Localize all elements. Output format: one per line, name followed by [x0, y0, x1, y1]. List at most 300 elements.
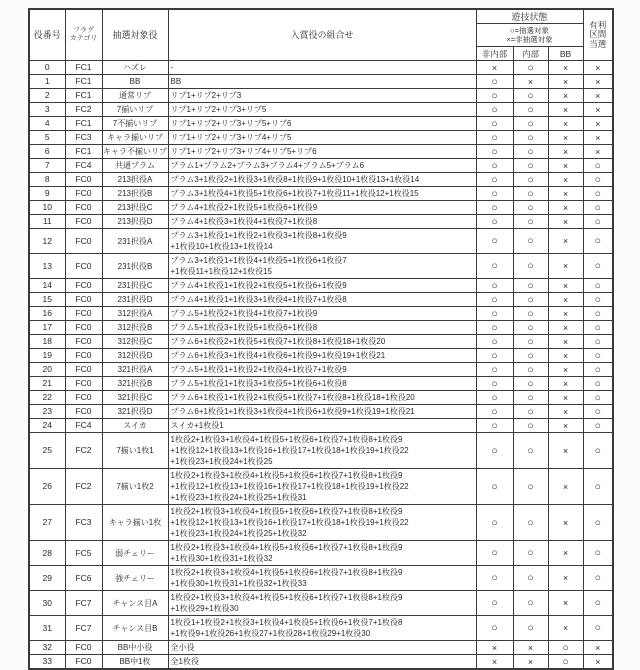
lottery-target-cell: 7揃い1枚2	[102, 469, 168, 505]
state-non-internal-cell: ○	[476, 229, 513, 254]
state-internal-cell: ○	[513, 61, 548, 75]
winning-combination-cell: リプ1+リプ2+リプ3+リプ5	[168, 103, 476, 117]
state-non-internal-cell: ×	[476, 641, 513, 655]
state-bb-cell: ×	[548, 616, 583, 641]
table-row	[29, 377, 613, 391]
state-bb-cell: ×	[548, 391, 583, 405]
state-bb-cell: ×	[548, 75, 583, 89]
state-internal-cell: ○	[513, 229, 548, 254]
state-non-internal-cell: ○	[476, 173, 513, 187]
state-advantage-cell: ○	[583, 321, 613, 335]
state-advantage-cell: ○	[583, 349, 613, 363]
state-internal-cell: ○	[513, 215, 548, 229]
table-row	[29, 616, 613, 641]
state-bb-cell: ×	[548, 349, 583, 363]
role-number-cell: 19	[29, 349, 65, 363]
state-advantage-cell: ○	[583, 505, 613, 541]
state-non-internal-cell: ○	[476, 405, 513, 419]
lottery-target-cell: チャンス目B	[102, 616, 168, 641]
winning-combination-cell: 全1枚役	[168, 655, 476, 670]
state-non-internal-cell: ×	[476, 61, 513, 75]
state-internal-cell: ○	[513, 335, 548, 349]
state-internal-cell: ○	[513, 419, 548, 433]
state-bb-cell: ×	[548, 89, 583, 103]
flag-category-cell: FC0	[65, 641, 102, 655]
state-advantage-cell: ○	[583, 229, 613, 254]
state-bb-cell: ×	[548, 405, 583, 419]
header-advantage-line2: 区間	[589, 29, 607, 40]
state-advantage-cell: ○	[583, 215, 613, 229]
lottery-target-cell: 231択役D	[102, 293, 168, 307]
state-non-internal-cell: ○	[476, 541, 513, 566]
role-number-cell: 21	[29, 377, 65, 391]
state-internal-cell: ○	[513, 377, 548, 391]
state-bb-cell: ×	[548, 117, 583, 131]
state-advantage-cell: ○	[583, 377, 613, 391]
winning-combination-cell: プラム5+1枚役1+1枚役2+1枚役4+1枚役7+1枚役9	[168, 363, 476, 377]
state-bb-cell: ×	[548, 201, 583, 215]
winning-combination-cell: プラム6+1枚役1+1枚役3+1枚役4+1枚役6+1枚役9+1枚役19+1枚役21	[168, 405, 476, 419]
flag-category-cell: FC0	[65, 655, 102, 670]
state-internal-cell: ○	[513, 541, 548, 566]
lottery-target-cell: BB	[102, 75, 168, 89]
state-non-internal-cell: ○	[476, 377, 513, 391]
state-advantage-cell: ○	[583, 469, 613, 505]
lottery-target-cell: 7揃いリプ	[102, 103, 168, 117]
state-internal-cell: ×	[513, 655, 548, 670]
state-bb-cell: ×	[548, 293, 583, 307]
state-advantage-cell: ○	[583, 616, 613, 641]
header-advantage-line1: 有利	[589, 19, 607, 30]
state-bb-cell: ×	[548, 469, 583, 505]
role-number-cell: 1	[29, 75, 65, 89]
state-internal-cell: ○	[513, 145, 548, 159]
role-number-cell: 5	[29, 131, 65, 145]
state-internal-cell: ○	[513, 131, 548, 145]
lottery-target-cell: チャンス目A	[102, 591, 168, 616]
winning-combination-cell: リプ1+リプ2+リプ3+リプ4+リプ5+リプ6	[168, 145, 476, 159]
flag-category-cell: FC6	[65, 566, 102, 591]
flag-category-cell: FC2	[65, 433, 102, 469]
state-non-internal-cell: ○	[476, 89, 513, 103]
role-number-cell: 11	[29, 215, 65, 229]
state-internal-cell: ○	[513, 293, 548, 307]
flag-category-cell: FC0	[65, 293, 102, 307]
state-bb-cell: ×	[548, 307, 583, 321]
state-internal-cell: ×	[513, 641, 548, 655]
winning-combination-cell: リプ1+リプ2+リプ3+リプ5+リプ6	[168, 117, 476, 131]
header-flag-category-line2: カテゴリ	[69, 35, 98, 42]
state-bb-cell: ×	[548, 215, 583, 229]
state-advantage-cell: ○	[583, 566, 613, 591]
flag-category-cell: FC5	[65, 541, 102, 566]
header-non-internal: 非内部	[476, 47, 513, 61]
state-internal-cell: ○	[513, 201, 548, 215]
lottery-target-cell: 231択役C	[102, 279, 168, 293]
state-advantage-cell: ×	[583, 75, 613, 89]
lottery-target-cell: 312択役A	[102, 307, 168, 321]
state-internal-cell: ○	[513, 433, 548, 469]
flag-category-cell: FC4	[65, 419, 102, 433]
table-row	[29, 505, 613, 541]
lottery-target-cell: キャラ揃いリプ	[102, 131, 168, 145]
state-advantage-cell: ○	[583, 363, 613, 377]
winning-combination-cell: プラム3+1枚役1+1枚役4+1枚役5+1枚役6+1枚役7 +1枚役11+1枚役12+1枚役15	[168, 254, 476, 279]
winning-combination-cell: プラム3+1枚役1+1枚役2+1枚役3+1枚役8+1枚役9 +1枚役10+1枚役13+1枚役14	[168, 229, 476, 254]
role-number-cell: 6	[29, 145, 65, 159]
table-row	[29, 433, 613, 469]
state-bb-cell: ×	[548, 335, 583, 349]
state-bb-cell: ×	[548, 159, 583, 173]
flag-category-cell: FC1	[65, 75, 102, 89]
state-internal-cell: ○	[513, 103, 548, 117]
table-row	[29, 131, 613, 145]
flag-category-cell: FC0	[65, 377, 102, 391]
state-non-internal-cell: ○	[476, 591, 513, 616]
state-bb-cell: ×	[548, 377, 583, 391]
lottery-target-cell: 共通プラム	[102, 159, 168, 173]
flag-category-cell: FC0	[65, 187, 102, 201]
role-number-cell: 32	[29, 641, 65, 655]
state-advantage-cell: ○	[583, 293, 613, 307]
flag-category-cell: FC4	[65, 159, 102, 173]
state-bb-cell: ×	[548, 229, 583, 254]
table-row	[29, 229, 613, 254]
flag-category-cell: FC0	[65, 349, 102, 363]
role-number-cell: 2	[29, 89, 65, 103]
state-non-internal-cell: ○	[476, 159, 513, 173]
legend-target: ○=抽選対象	[510, 26, 549, 35]
state-internal-cell: ○	[513, 391, 548, 405]
role-number-cell: 13	[29, 254, 65, 279]
winning-combination-cell: BB	[168, 75, 476, 89]
state-non-internal-cell: ○	[476, 616, 513, 641]
state-internal-cell: ○	[513, 566, 548, 591]
flag-category-cell: FC0	[65, 307, 102, 321]
table-row	[29, 307, 613, 321]
state-non-internal-cell: ○	[476, 349, 513, 363]
role-number-cell: 4	[29, 117, 65, 131]
table-row	[29, 335, 613, 349]
flag-category-cell: FC0	[65, 321, 102, 335]
state-internal-cell: ○	[513, 159, 548, 173]
state-advantage-cell: ○	[583, 159, 613, 173]
state-bb-cell: ×	[548, 131, 583, 145]
state-advantage-cell: ○	[583, 391, 613, 405]
state-advantage-cell: ×	[583, 655, 613, 670]
table-row	[29, 215, 613, 229]
winning-combination-cell: 全小役	[168, 641, 476, 655]
state-advantage-cell: ×	[583, 117, 613, 131]
role-number-cell: 10	[29, 201, 65, 215]
state-bb-cell: ×	[548, 187, 583, 201]
header-game-state: 遊技状態	[476, 9, 583, 24]
flag-category-cell: FC1	[65, 117, 102, 131]
role-number-cell: 7	[29, 159, 65, 173]
state-advantage-cell: ×	[583, 61, 613, 75]
table-row	[29, 321, 613, 335]
state-internal-cell: ○	[513, 307, 548, 321]
state-advantage-cell: ○	[583, 335, 613, 349]
state-internal-cell: ○	[513, 363, 548, 377]
state-non-internal-cell: ○	[476, 215, 513, 229]
table-row	[29, 89, 613, 103]
lottery-target-cell: 321択役A	[102, 363, 168, 377]
winning-combination-cell: リプ1+リプ2+リプ3+リプ4+リプ5	[168, 131, 476, 145]
role-number-cell: 20	[29, 363, 65, 377]
flag-category-cell: FC2	[65, 469, 102, 505]
role-number-cell: 30	[29, 591, 65, 616]
winning-combination-cell: プラム3+1枚役2+1枚役3+1枚役8+1枚役9+1枚役10+1枚役13+1枚役14	[168, 173, 476, 187]
flag-category-cell: FC0	[65, 405, 102, 419]
state-bb-cell: ○	[548, 655, 583, 670]
state-advantage-cell: ○	[583, 201, 613, 215]
flag-category-cell: FC3	[65, 131, 102, 145]
state-non-internal-cell: ○	[476, 321, 513, 335]
role-number-cell: 3	[29, 103, 65, 117]
lottery-target-cell: 213択役B	[102, 187, 168, 201]
state-advantage-cell: ×	[583, 131, 613, 145]
state-bb-cell: ○	[548, 641, 583, 655]
flag-category-cell: FC0	[65, 391, 102, 405]
state-internal-cell: ○	[513, 469, 548, 505]
table-row	[29, 349, 613, 363]
header-role-number: 役番号	[29, 9, 65, 61]
table-row	[29, 187, 613, 201]
header-flag-category	[65, 9, 102, 61]
flag-category-cell: FC0	[65, 215, 102, 229]
header-lottery-target: 抽選対象役	[102, 9, 168, 61]
winning-combination-cell: 1枚役2+1枚役3+1枚役4+1枚役5+1枚役6+1枚役7+1枚役8+1枚役9 +1枚役30+1枚役31+1枚役32+1枚役33	[168, 566, 476, 591]
winning-combination-cell: 1枚役2+1枚役3+1枚役4+1枚役5+1枚役6+1枚役7+1枚役8+1枚役9 +1枚役29+1枚役30	[168, 591, 476, 616]
flag-category-cell: FC0	[65, 363, 102, 377]
role-number-cell: 12	[29, 229, 65, 254]
flag-category-cell: FC0	[65, 335, 102, 349]
state-bb-cell: ×	[548, 363, 583, 377]
winning-combination-cell: スイカ+1枚役1	[168, 419, 476, 433]
header-flag-category-line1: フラグ	[73, 27, 94, 34]
state-bb-cell: ×	[548, 103, 583, 117]
winning-combination-cell: 1枚役2+1枚役3+1枚役4+1枚役5+1枚役6+1枚役7+1枚役8+1枚役9 +1枚役12+1枚役13+1枚役16+1枚役17+1枚役18+1枚役19+1枚役22 +1枚役23+1枚役24+1枚役25+1枚役32	[168, 505, 476, 541]
role-number-cell: 33	[29, 655, 65, 670]
legend-not-target: ×=非抽選対象	[506, 35, 553, 44]
table-row	[29, 641, 613, 655]
lottery-target-cell: 312択役D	[102, 349, 168, 363]
flag-category-cell: FC0	[65, 254, 102, 279]
winning-combination-cell: プラム6+1枚役1+1枚役2+1枚役5+1枚役7+1枚役8+1枚役18+1枚役20	[168, 391, 476, 405]
winning-combination-cell: プラム3+1枚役4+1枚役5+1枚役6+1枚役7+1枚役11+1枚役12+1枚役15	[168, 187, 476, 201]
state-advantage-cell: ○	[583, 279, 613, 293]
lottery-target-cell: 312択役B	[102, 321, 168, 335]
flag-category-cell: FC0	[65, 229, 102, 254]
table-body	[29, 61, 613, 670]
winning-combination-cell: プラム6+1枚役3+1枚役4+1枚役6+1枚役9+1枚役19+1枚役21	[168, 349, 476, 363]
role-number-cell: 22	[29, 391, 65, 405]
role-number-cell: 18	[29, 335, 65, 349]
state-bb-cell: ×	[548, 541, 583, 566]
flag-category-cell: FC0	[65, 201, 102, 215]
lottery-target-cell: 213択役A	[102, 173, 168, 187]
role-number-cell: 28	[29, 541, 65, 566]
state-internal-cell: ○	[513, 117, 548, 131]
state-advantage-cell: ○	[583, 419, 613, 433]
table-row	[29, 363, 613, 377]
table-row	[29, 159, 613, 173]
state-bb-cell: ×	[548, 254, 583, 279]
state-bb-cell: ×	[548, 61, 583, 75]
state-internal-cell: ○	[513, 405, 548, 419]
state-non-internal-cell: ○	[476, 307, 513, 321]
state-advantage-cell: ○	[583, 541, 613, 566]
role-number-cell: 16	[29, 307, 65, 321]
lottery-target-cell: スイカ	[102, 419, 168, 433]
table-header	[29, 9, 613, 61]
header-advantage-zone	[583, 9, 613, 61]
state-internal-cell: ○	[513, 279, 548, 293]
lottery-target-cell: 321択役C	[102, 391, 168, 405]
state-non-internal-cell: ○	[476, 75, 513, 89]
lottery-target-cell: 213択役D	[102, 215, 168, 229]
lottery-target-cell: 321択役B	[102, 377, 168, 391]
state-advantage-cell: ×	[583, 103, 613, 117]
state-advantage-cell: ○	[583, 187, 613, 201]
table-row	[29, 173, 613, 187]
table-row	[29, 75, 613, 89]
role-number-cell: 29	[29, 566, 65, 591]
state-internal-cell: ×	[513, 75, 548, 89]
lottery-target-cell: ハズレ	[102, 61, 168, 75]
state-non-internal-cell: ○	[476, 254, 513, 279]
state-non-internal-cell: ○	[476, 505, 513, 541]
state-non-internal-cell: ○	[476, 145, 513, 159]
role-number-cell: 15	[29, 293, 65, 307]
state-internal-cell: ○	[513, 616, 548, 641]
table-row	[29, 117, 613, 131]
table-row	[29, 469, 613, 505]
lottery-target-cell: BB中小役	[102, 641, 168, 655]
state-bb-cell: ×	[548, 505, 583, 541]
state-non-internal-cell: ×	[476, 655, 513, 670]
table-row	[29, 405, 613, 419]
state-non-internal-cell: ○	[476, 363, 513, 377]
role-number-cell: 23	[29, 405, 65, 419]
role-number-cell: 8	[29, 173, 65, 187]
table-row	[29, 145, 613, 159]
state-non-internal-cell: ○	[476, 335, 513, 349]
state-non-internal-cell: ○	[476, 117, 513, 131]
table-row	[29, 591, 613, 616]
header-bb: BB	[548, 47, 583, 61]
table-row	[29, 566, 613, 591]
winning-combination-cell: プラム1+プラム2+プラム3+プラム4+プラム5+プラム6	[168, 159, 476, 173]
state-internal-cell: ○	[513, 173, 548, 187]
lottery-target-cell: 213択役C	[102, 201, 168, 215]
lottery-target-cell: 7揃い1枚1	[102, 433, 168, 469]
winning-combination-cell: 1枚役2+1枚役3+1枚役4+1枚役5+1枚役6+1枚役7+1枚役8+1枚役9 +1枚役12+1枚役13+1枚役16+1枚役17+1枚役18+1枚役19+1枚役22 +1枚役23+1枚役24+1枚役25+1枚役31	[168, 469, 476, 505]
lottery-target-cell: 7不揃いリプ	[102, 117, 168, 131]
header-state-legend	[476, 24, 583, 47]
state-non-internal-cell: ○	[476, 279, 513, 293]
state-bb-cell: ×	[548, 321, 583, 335]
header-winning-combination: 入賞役の組合せ	[168, 9, 476, 61]
state-non-internal-cell: ○	[476, 103, 513, 117]
role-number-cell: 17	[29, 321, 65, 335]
state-internal-cell: ○	[513, 321, 548, 335]
state-non-internal-cell: ○	[476, 433, 513, 469]
state-advantage-cell: ×	[583, 145, 613, 159]
flag-category-cell: FC1	[65, 89, 102, 103]
winning-combination-cell: プラム4+1枚役3+1枚役4+1枚役7+1枚役8	[168, 215, 476, 229]
role-number-cell: 26	[29, 469, 65, 505]
state-non-internal-cell: ○	[476, 469, 513, 505]
lottery-table	[28, 8, 614, 670]
table-row	[29, 541, 613, 566]
state-internal-cell: ○	[513, 187, 548, 201]
lottery-target-cell: 231択役A	[102, 229, 168, 254]
state-advantage-cell: ×	[583, 89, 613, 103]
winning-combination-cell: プラム5+1枚役3+1枚役5+1枚役6+1枚役8	[168, 321, 476, 335]
table-row	[29, 61, 613, 75]
state-non-internal-cell: ○	[476, 293, 513, 307]
winning-combination-cell: 1枚役2+1枚役3+1枚役4+1枚役5+1枚役6+1枚役7+1枚役8+1枚役9 +1枚役30+1枚役31+1枚役32	[168, 541, 476, 566]
state-non-internal-cell: ○	[476, 419, 513, 433]
winning-combination-cell: プラム6+1枚役2+1枚役5+1枚役7+1枚役8+1枚役18+1枚役20	[168, 335, 476, 349]
state-non-internal-cell: ○	[476, 566, 513, 591]
state-internal-cell: ○	[513, 89, 548, 103]
state-advantage-cell: ×	[583, 641, 613, 655]
state-internal-cell: ○	[513, 591, 548, 616]
state-bb-cell: ×	[548, 591, 583, 616]
state-advantage-cell: ○	[583, 591, 613, 616]
winning-combination-cell: プラム4+1枚役1+1枚役3+1枚役4+1枚役7+1枚役8	[168, 293, 476, 307]
flag-category-cell: FC1	[65, 61, 102, 75]
table-row	[29, 293, 613, 307]
winning-combination-cell: 1枚役1+1枚役2+1枚役3+1枚役4+1枚役5+1枚役6+1枚役7+1枚役8 +1枚役9+1枚役26+1枚役27+1枚役28+1枚役29+1枚役30	[168, 616, 476, 641]
flag-category-cell: FC2	[65, 103, 102, 117]
table-row	[29, 201, 613, 215]
state-advantage-cell: ○	[583, 307, 613, 321]
state-bb-cell: ×	[548, 419, 583, 433]
lottery-target-cell: キャラ揃い1枚	[102, 505, 168, 541]
header-internal: 内部	[513, 47, 548, 61]
lottery-target-cell: 231択役B	[102, 254, 168, 279]
lottery-target-cell: 強チェリー	[102, 566, 168, 591]
table-row	[29, 103, 613, 117]
flag-category-cell: FC0	[65, 173, 102, 187]
winning-combination-cell: 1枚役2+1枚役3+1枚役4+1枚役5+1枚役6+1枚役7+1枚役8+1枚役9 +1枚役12+1枚役13+1枚役16+1枚役17+1枚役18+1枚役19+1枚役22 +1枚役23+1枚役24+1枚役25	[168, 433, 476, 469]
role-number-cell: 9	[29, 187, 65, 201]
role-number-cell: 31	[29, 616, 65, 641]
role-number-cell: 14	[29, 279, 65, 293]
state-internal-cell: ○	[513, 254, 548, 279]
role-number-cell: 27	[29, 505, 65, 541]
flag-category-cell: FC0	[65, 279, 102, 293]
role-number-cell: 24	[29, 419, 65, 433]
flag-category-cell: FC3	[65, 505, 102, 541]
winning-combination-cell: -	[168, 61, 476, 75]
state-internal-cell: ○	[513, 505, 548, 541]
state-advantage-cell: ○	[583, 173, 613, 187]
flag-category-cell: FC7	[65, 616, 102, 641]
state-advantage-cell: ○	[583, 254, 613, 279]
state-bb-cell: ×	[548, 566, 583, 591]
state-bb-cell: ×	[548, 279, 583, 293]
state-non-internal-cell: ○	[476, 131, 513, 145]
winning-combination-cell: プラム4+1枚役1+1枚役2+1枚役5+1枚役6+1枚役9	[168, 279, 476, 293]
table-row	[29, 391, 613, 405]
table-row	[29, 279, 613, 293]
role-number-cell: 0	[29, 61, 65, 75]
